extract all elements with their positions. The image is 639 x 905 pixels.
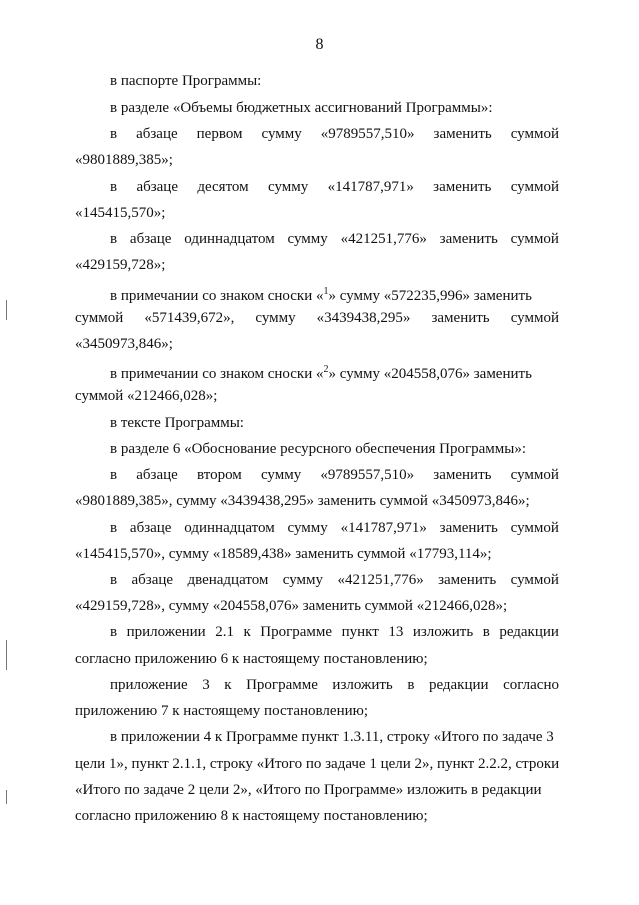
word: втором [197,467,242,483]
word: «141787,971» [340,520,427,536]
text-line: «9801889,385», сумму «3439438,295» заменить суммой «3450973,846»; [75,493,530,509]
word: к [224,677,232,693]
word: одиннадцатом [184,231,275,247]
text-line: согласно приложению 6 к настоящему постановлению; [75,651,428,667]
justified-line [110,571,559,589]
word: «9789557,510» [320,467,415,483]
text-line: в разделе «Объемы бюджетных ассигнований Программы»: [110,100,493,116]
word: сумму [260,467,302,483]
text-line: в тексте Программы: [110,415,244,431]
word: редакции [499,624,559,640]
word: «141787,971» [327,179,414,195]
word: Программе [246,677,318,693]
word: заменить [439,231,498,247]
footnote-text-a: в примечании со знаком сноски « [110,288,324,304]
footnote-line [110,283,532,305]
text-line: цели 1», пункт 2.1.1, строку «Итого по задаче 1 цели 2», пункт 2.2.2, строки [75,756,560,772]
word: пункт [341,624,379,640]
word: одиннадцатом [184,520,275,536]
word: в [407,677,415,693]
word: сумму [255,310,296,326]
word: в [110,179,118,195]
word: «571439,672», [144,310,235,326]
word: суммой [510,310,559,326]
word: согласно [503,677,559,693]
word: заменить [433,467,492,483]
text-line: «Итого по задаче 2 цели 2», «Итого по Программе» изложить в редакции [75,782,542,798]
text-line: в разделе 6 «Обоснование ресурсного обеспечения Программы»: [110,441,527,457]
text-line: «9801889,385»; [75,152,173,168]
word: абзаце [136,179,178,195]
word: приложении [126,624,206,640]
text-line: «429159,728»; [75,257,166,273]
justified-line [110,125,559,143]
word: заменить [433,126,492,142]
word: сумму [282,572,324,588]
justified-line [110,623,559,641]
text-line: суммой «212466,028»; [75,388,218,404]
justified-line [75,309,559,327]
scan-mark [6,300,7,320]
word: к [243,624,251,640]
text-line: приложению 7 к настоящему постановлению; [75,703,368,719]
word: в [110,520,118,536]
word: суммой [510,231,559,247]
word: 13 [388,624,404,640]
footnote-line [110,361,532,383]
word: суммой [510,572,559,588]
word: абзаце [136,126,178,142]
text-line: согласно приложению 8 к настоящему постановлению; [75,808,428,824]
word: суммой [75,310,124,326]
footnote-superscript: 2 [323,364,329,375]
justified-line [110,230,559,248]
word: заменить [438,572,497,588]
page-number: 8 [315,36,324,53]
word: в [110,624,118,640]
word: в [110,467,118,483]
word: 2.1 [215,624,234,640]
word: «9789557,510» [320,126,415,142]
justified-line [110,466,559,484]
word: суммой [510,467,559,483]
word: 3 [202,677,210,693]
word: первом [196,126,243,142]
word: абзаце [129,231,172,247]
word: изложить [412,624,474,640]
word: десятом [197,179,249,195]
footnote-text-a: в примечании со знаком сноски « [110,366,324,382]
word: в [110,126,118,142]
footnote-superscript: 1 [323,286,329,297]
justified-line [110,178,559,196]
word: изложить [332,677,393,693]
word: абзаце [131,572,174,588]
word: редакции [428,677,489,693]
word: сумму [287,231,328,247]
word: приложение [110,677,188,693]
justified-line [110,676,559,694]
word: в [110,231,118,247]
word: заменить [433,179,492,195]
text-line: в приложении 4 к Программе пункт 1.3.11, строку «Итого по задаче 3 [110,729,554,745]
text-line: «145415,570»; [75,205,166,221]
scan-mark [6,790,7,804]
text-line: «145415,570», сумму «18589,438» заменить суммой «17793,114»; [75,546,492,562]
word: суммой [510,520,559,536]
text-line: «3450973,846»; [75,336,173,352]
text-line: в паспорте Программы: [110,73,262,89]
word: в [110,572,118,588]
word: Программе [260,624,333,640]
word: суммой [510,126,559,142]
word: «3439438,295» [316,310,411,326]
text-line: «429159,728», сумму «204558,076» заменить суммой «212466,028»; [75,598,508,614]
word: двенадцатом [187,572,269,588]
word: заменить [431,310,490,326]
word: «421251,776» [337,572,424,588]
scan-mark [6,640,7,670]
word: в [482,624,490,640]
word: сумму [261,126,302,142]
word: сумму [267,179,309,195]
footnote-text-b: » сумму «204558,076» заменить [328,366,532,382]
word: сумму [287,520,328,536]
word: «421251,776» [340,231,427,247]
justified-line [110,519,559,537]
footnote-text-b: » сумму «572235,996» заменить [328,288,532,304]
word: заменить [439,520,498,536]
word: абзаце [129,520,172,536]
word: абзаце [136,467,178,483]
word: суммой [510,179,559,195]
